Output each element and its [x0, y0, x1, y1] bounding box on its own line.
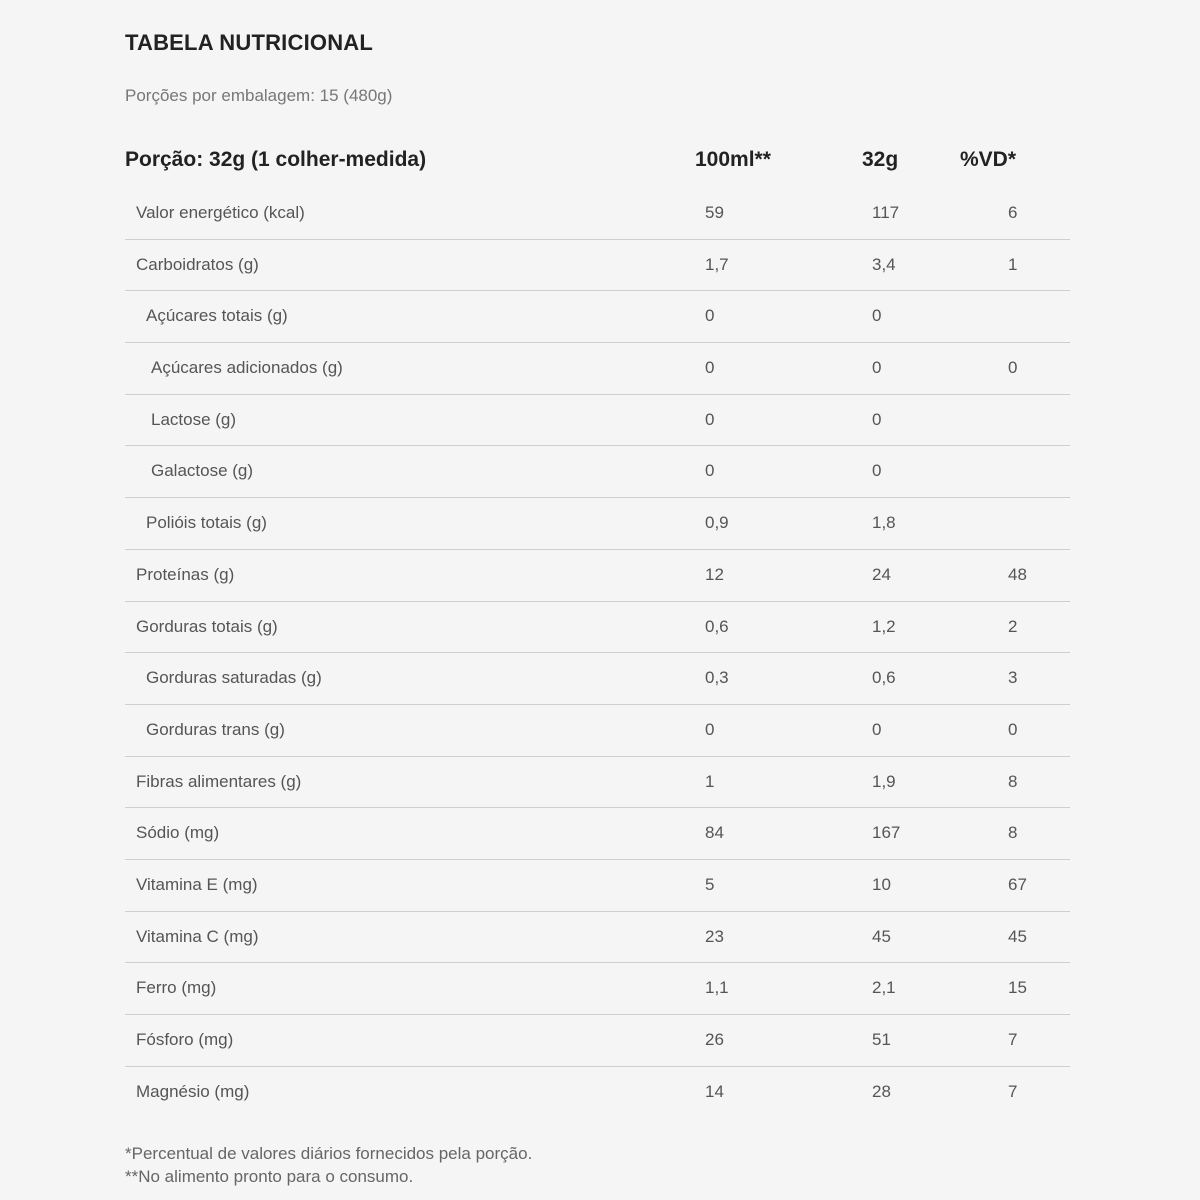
- value-daily-percent: 1: [1008, 254, 1018, 274]
- value-per-portion: 51: [872, 1030, 891, 1049]
- value-per-100ml: 1,1: [705, 978, 729, 998]
- nutrient-label: Vitamina E (mg): [136, 874, 258, 894]
- table-row: [125, 446, 1070, 498]
- value-daily-percent: 2: [1008, 616, 1018, 636]
- value-daily-percent: 45: [1008, 926, 1027, 946]
- value-per-100ml: 23: [705, 926, 724, 946]
- table-row: [125, 757, 1070, 809]
- value-per-portion: 1,9: [872, 771, 896, 791]
- table-row: [125, 240, 1070, 292]
- nutrient-label: Açúcares totais (g): [146, 306, 288, 326]
- value-per-portion: 167: [872, 823, 901, 843]
- value-per-portion: 0: [872, 306, 882, 326]
- value-per-portion: 24: [872, 564, 891, 584]
- table-row: [125, 498, 1070, 550]
- value-per-portion: 0: [872, 719, 882, 739]
- table-row: [125, 1067, 1070, 1119]
- value-per-100ml: 5: [705, 874, 715, 894]
- table-row: [125, 705, 1070, 757]
- page-title: TABELA NUTRICIONAL: [125, 30, 374, 55]
- nutrient-label: Sódio (mg): [136, 823, 220, 843]
- header-daily-value: %VD*: [960, 148, 1017, 171]
- footnotes: [125, 1142, 532, 1188]
- value-per-portion: 0: [872, 358, 882, 378]
- value-daily-percent: 6: [1008, 203, 1018, 222]
- value-per-100ml: 14: [705, 1081, 724, 1101]
- table-body: [125, 188, 1070, 1118]
- table-row: [125, 653, 1070, 705]
- value-per-100ml: 1,7: [705, 254, 729, 274]
- table-row: [125, 963, 1070, 1015]
- table-row: [125, 1015, 1070, 1067]
- value-per-100ml: 0,6: [705, 616, 729, 636]
- value-daily-percent: 48: [1008, 564, 1027, 584]
- value-daily-percent: 0: [1008, 358, 1018, 378]
- value-per-portion: 117: [872, 203, 900, 222]
- nutrient-label: Açúcares adicionados (g): [151, 358, 343, 378]
- table-row: [125, 602, 1070, 654]
- table-row: [125, 291, 1070, 343]
- nutrient-label: Valor energético (kcal): [136, 203, 305, 222]
- value-per-100ml: 0: [705, 306, 715, 326]
- value-per-portion: 0,6: [872, 668, 896, 688]
- value-per-100ml: 0: [705, 358, 715, 378]
- value-per-100ml: 84: [705, 823, 724, 843]
- nutrient-label: Gorduras totais (g): [136, 616, 278, 636]
- value-per-100ml: 0: [705, 461, 715, 481]
- value-per-100ml: 0,3: [705, 668, 729, 688]
- value-per-100ml: 0: [705, 719, 715, 739]
- nutrient-label: Galactose (g): [151, 461, 254, 481]
- header-per-portion: 32g: [862, 148, 899, 171]
- value-per-portion: 1,2: [872, 616, 896, 636]
- value-per-portion: 3,4: [872, 254, 896, 274]
- value-per-100ml: 26: [705, 1030, 724, 1049]
- value-daily-percent: 67: [1008, 874, 1027, 894]
- value-per-100ml: 0: [705, 409, 715, 429]
- value-per-100ml: 59: [705, 203, 724, 222]
- nutrient-label: Ferro (mg): [136, 978, 217, 998]
- footnote-daily-value: *Percentual de valores diários fornecidos pela porção.: [125, 1144, 533, 1163]
- value-daily-percent: 0: [1008, 719, 1018, 739]
- value-daily-percent: 7: [1008, 1030, 1018, 1049]
- value-daily-percent: 8: [1008, 771, 1018, 791]
- value-per-100ml: 0,9: [705, 513, 729, 533]
- value-per-portion: 0: [872, 461, 882, 481]
- table-row: [125, 808, 1070, 860]
- header-portion: Porção: 32g (1 colher-medida): [125, 148, 427, 171]
- footnote-ready-to-eat: **No alimento pronto para o consumo.: [125, 1167, 414, 1186]
- header-per-100ml: 100ml**: [695, 148, 771, 171]
- nutrient-label: Proteínas (g): [136, 564, 235, 584]
- value-daily-percent: 8: [1008, 823, 1018, 843]
- value-daily-percent: 7: [1008, 1081, 1018, 1101]
- nutrient-label: Lactose (g): [151, 409, 237, 429]
- value-per-portion: 2,1: [872, 978, 896, 998]
- nutrient-label: Fibras alimentares (g): [136, 771, 302, 791]
- table-row: [125, 395, 1070, 447]
- nutrient-label: Polióis totais (g): [146, 513, 267, 533]
- value-per-100ml: 1: [705, 771, 715, 791]
- value-per-portion: 45: [872, 926, 891, 946]
- nutrition-table: [125, 138, 1070, 1118]
- table-row: [125, 188, 1070, 240]
- servings-per-package: Porções por embalagem: 15 (480g): [125, 86, 393, 105]
- nutrient-label: Fósforo (mg): [136, 1030, 234, 1049]
- value-per-portion: 1,8: [872, 513, 896, 533]
- nutrient-label: Carboidratos (g): [136, 254, 259, 274]
- table-row: [125, 860, 1070, 912]
- value-per-portion: 28: [872, 1081, 891, 1101]
- value-daily-percent: 15: [1008, 978, 1027, 998]
- table-row: [125, 550, 1070, 602]
- value-per-portion: 0: [872, 409, 882, 429]
- table-row: [125, 343, 1070, 395]
- value-daily-percent: 3: [1008, 668, 1018, 688]
- value-per-portion: 10: [872, 874, 891, 894]
- nutrient-label: Gorduras trans (g): [146, 719, 285, 739]
- table-header: [125, 138, 1070, 188]
- value-per-100ml: 12: [705, 564, 724, 584]
- nutrient-label: Vitamina C (mg): [136, 926, 259, 946]
- nutrient-label: Magnésio (mg): [136, 1081, 250, 1101]
- nutrient-label: Gorduras saturadas (g): [146, 668, 322, 688]
- table-row: [125, 912, 1070, 964]
